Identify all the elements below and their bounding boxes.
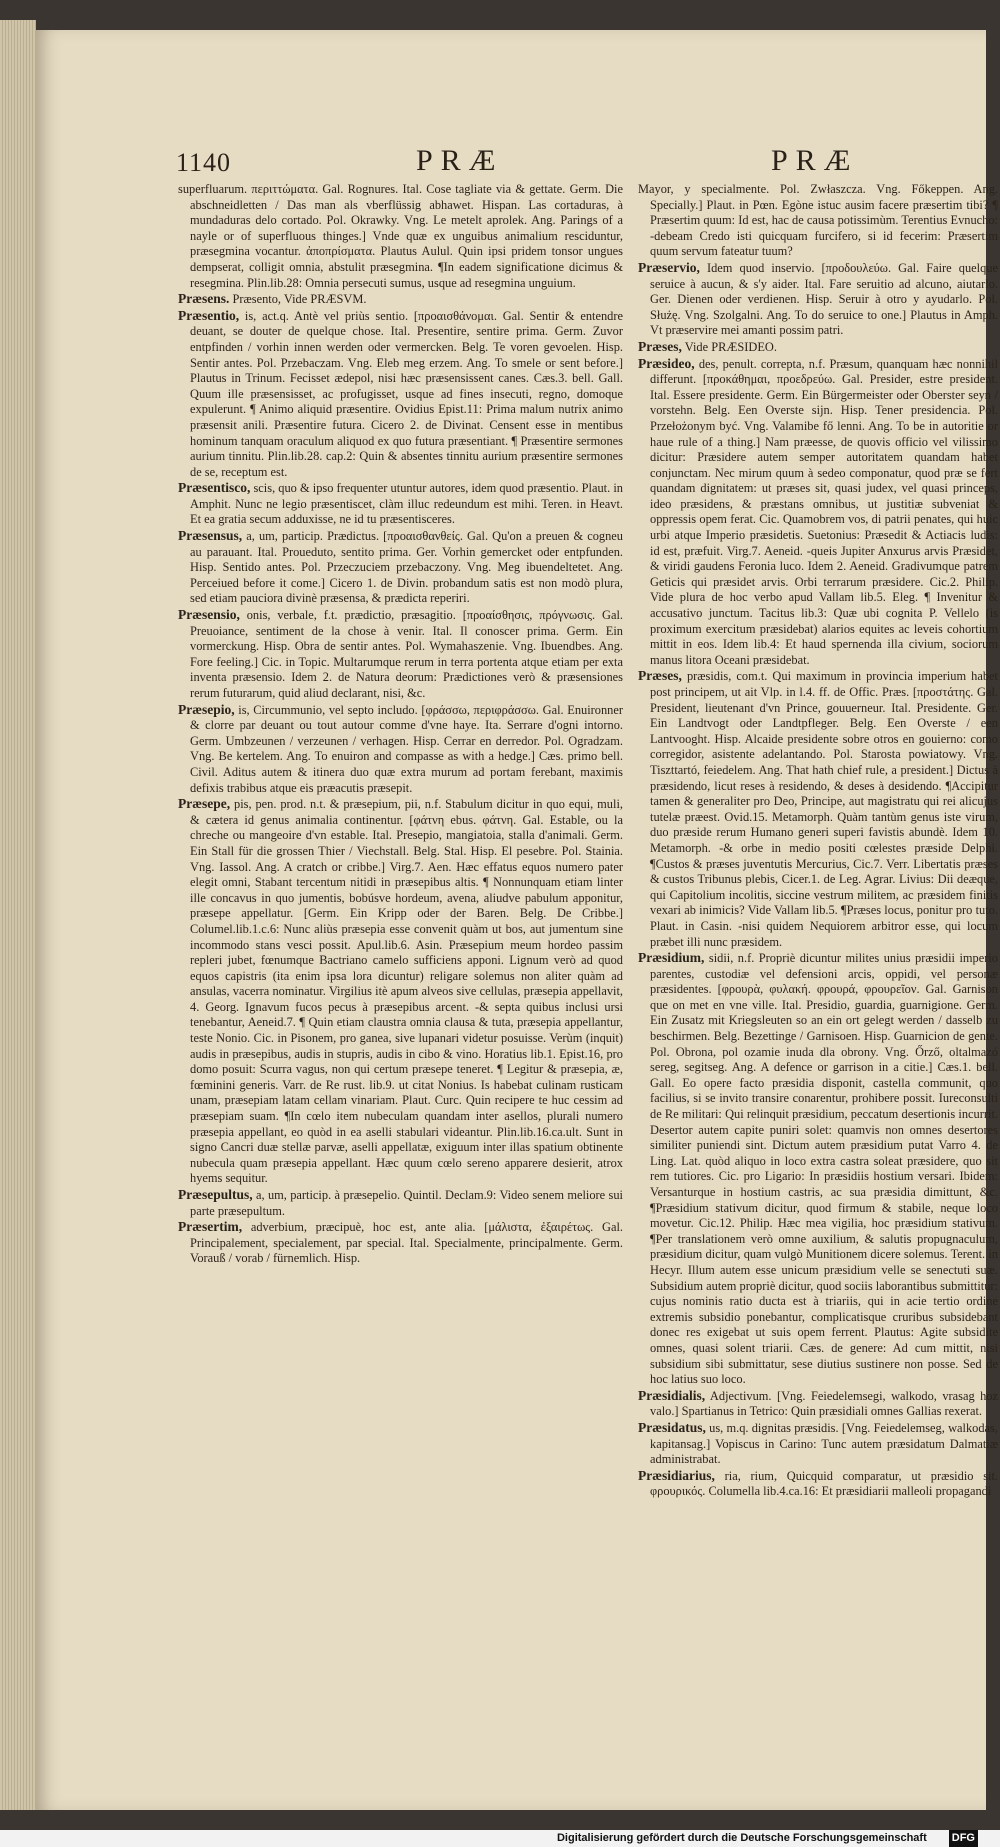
entry-text: is, act.q. Antè vel priùs sentio. [προαισθάνομαι. Gal. Sentir & entendre deuant, se douter de quelque chose. Ital. Presentire, sentire prima. Germ. Zuvor entpfinden / vorhin innen werden oder vermercken. Belg. Te voren gevoelen. Hisp. Sentir antes. Pol. Przebaczam. Vng. Eleb meg erzem. Ang. To smele or sent before.] Plautus in Trinum. Fecisset ædepol, nisi hæc præsensissent canes. Cæs.3. bell. Gall. Quum ille præsensisset, ac profugisset, usque ad fines insecuti, regno, domoque expulerunt. ¶ Animo aliquid præsentire. Ovidius Epist.11: Prima malum nutrix animo præsensit anili. Præsentire futura. Cicero 2. de Divinat. Censent esse in mentibus hominum tanquam oraculum aliquod ex quo futura præsentiant. ¶ Præsentire sermones aurium tinnitu. Plin.lib.28. cap.2: Quin & absentes tinnitu aurium præsentire sermones de se, receptum est.: [190, 308, 623, 479]
dictionary-entry: [638, 950, 998, 1388]
entry-text: onis, verbale, f.t. prædictio, præsagitio. [προαίσθησις, πρόγνωσις. Gal. Preuoiance, sentiment de la chose à venir. Ital. Il conoscer prima. Germ. Ein vormerckung. Hisp. Obra de sentir antes. Pol. Wymahaszenie. Vng. Ibuendbes. Ang. Fore feeling.] Cic. in Topic. Multarumque rerum in terra portenta atque etiam per exta inventa præsensio. Idem 2. de Natura deorum: Prædictiones verò & præsensiones rerum futurarum, quid aliud declarant, nisi, &c.: [190, 608, 623, 700]
running-head-left: PRÆ: [416, 144, 504, 177]
entry-text: Mayor, y specialmente. Pol. Zwłaszcza. Vng. Főkeppen. Ang. Specially.] Plaut. in Pœn. Egòne istuc ausim facere præsertim tibi? ¶ Præsertim quum: Id est, hac de causa potissimùm. Terentius Evnucho: -debeam Credo isti quicquam furcifero, si id fecerim: Præsertim quum servum fateatur tuum?: [638, 182, 998, 259]
left-column: [178, 182, 623, 1812]
dictionary-page: [36, 30, 998, 1810]
dictionary-entry: [638, 1420, 998, 1468]
entry-headword: Præsensio,: [178, 607, 240, 623]
entry-text: a, um, particip. Prædictus. [προαισθανθείς. Gal. Qu'on a preuen & cogneu au parauant. Ital. Proueduto, sentito prima. Ger. Vorhin gemercket oder entpfunden. Hisp. Sentido antes. Pol. Przeczuciem przebaczony. Vng. Meg ibuendeltetet. Ang. Perceiued before it come.] Cicero 1. de Divin. probandum satis est non modò plura, sed etiam pauciora divinè præsensa, & prædicta reperiri.: [190, 529, 623, 606]
entry-text: sidii, n.f. Propriè dicuntur milites unius præsidii imperio parentes, custodiæ vel defensioni arcis, oppidi, vel personæ præsidentes. [φρουρὰ, φυλακή. φρουρά, φρουρεῖον. Gal. Garnison que on met en vne ville. Ital. Presidio, guardia, guarnigione. Germ. Ein Zusatz mit Kriegsleuten so an ein ort gelegt werden / dasselb zu beschirmen. Belg. Bezettinge / Garnisoen. Hisp. Guarnicion de gente. Pol. Obrona, pol ozamie inuda dla obrony. Vng. Őrző, oltalmazó sereg, segitseg. Ang. A defence or garrison in a citie.] Cæs.1. bell. Gall. Eo opere facto præsidia disponit, castella communit, quo facilius, si se invito transire conarentur, prohibere possit. Iureconsulti de Re militari: Qui relinquit præsidium, peccatum desertionis incurrit. Desertor autem capite puniri solet: quamvis non omnes desertores similiter puniendi sint. Dictum autem præsidium putat Varro 4. de Ling. Lat. quòd aliquo in loco extra castra soleat præsidere, quo sit rem tutiores. Cic. pro Ligario: In præsidiis hostium versari. Ibidem: Versanturque in hostium castris, ac sua præsidia dimittunt, &c. ¶Præsidium stativum dicitur, quod firmum & stabile, neque loco movetur. Cic.12. Philip. Hæc mea vigilia, hoc præsidium stativum. ¶Per translationem verò omne auxilium, & salutis propugnaculum, præsidium dicitur, quam vulgò Munitionem dicere solemus. Terent. in Hecyr. Illum autem esse unicum præsidium velle se senectuti suæ. Subsidium autem propriè dicitur, quod sociis laborantibus submittitur: cujus nominis ratio ducta est à triariis, qui in acie tertio ordine extremis subsidio ponebantur, complicatisque cruribus subsidebant donec res exigebat ut suis opem ferrent. Plautus: Agite subsidite omnes, quasi solent triarii. Cæs. de genere: Ad cum mittit, nisi subsidium sibi submittatur, sese diutius sustinere non posse. Sed de hoc latius suo loco.: [650, 951, 998, 1387]
dictionary-entry: [638, 1468, 998, 1500]
dictionary-entry: [638, 260, 998, 339]
entry-headword: Præsidium,: [638, 950, 705, 966]
dictionary-entry: [638, 1388, 998, 1420]
entry-headword: Præsepe,: [178, 796, 231, 812]
digitization-footer: [0, 1830, 1000, 1847]
entry-headword: Præsentisco,: [178, 480, 251, 496]
entry-headword: Præses,: [638, 668, 682, 684]
dictionary-entry: [178, 291, 623, 308]
dictionary-entry: [178, 796, 623, 1187]
entry-text: is, Circummunio, vel septo includo. [φράσσω, περιφράσσω. Gal. Enuironner & clorre par deuant ou tout autour comme d'vne haye. Ita. Serrare d'ogni intorno. Germ. Umbzeunen / verzeunen / verhagen. Hisp. Cerrar en derredor. Pol. Ogradzam. Vng. Be kertelem. Ang. To enuiron and compasse as with a hedge.] Cæs. primo bell. Civil. Aditus autem & itinera duo quæ extra murum ad portam ferebant, maximis defixis trabibus atque eis præacutis præsepit.: [190, 702, 623, 795]
entry-text: Præsento, Vide PRÆSVM.: [232, 292, 367, 307]
entry-text: a, um, particip. à præsepelio. Quintil. Declam.9: Video senem meliore sui parte præsepultum.: [190, 1188, 623, 1218]
entry-headword: Præsensus,: [178, 528, 243, 544]
entry-headword: Præsidiarius,: [638, 1467, 715, 1483]
entry-text: des, penult. correpta, n.f. Præsum, quanquam hæc nonnihil differunt. [προκάθημαι, προεδρεύω. Gal. Presider, estre president. Ital. Essere presidente. Germ. Ein Bürgermeister oder Oberster seyn / vorstehn. Belg. Een Overste sijn. Hisp. Tener presidencia. Pol. Przełożonym być. Vng. Valamibe fő lenni. Ang. To be in autoritie or haue rule of a thing.] Nam præesse, de quovis officio vel vilissimo dicitur: Præsidere autem semper autoritatem quandam habet conjunctam. Nec mirum quum à sedeo componatur, quod præ se fert quandam dignitatem: ut præses sit, quasi judex, vel quasi princeps, ideo præsidens, & præstans omnibus, ut justitiæ subveniat & oppressis opem ferat. Cic. Quamobrem vos, di patrii penates, qui huic urbi atque Imperio præsidetis. Suetonius: Præsedit & Actiacis ludis: id est, præfuit. Virg.7. Aeneid. -queis Jupiter Anxurus arvis Præsidet, & viridi gaudens Feronia luco. Idem 2. Aeneid. Gradivumque patrem Geticis qui præsidet arvis. Orbi terrarum præsidere. Cic.2. Philip. Vide plura de hoc verbo apud Vallam lib.5. Eleg. ¶ Invenitur & accusativo junctum. Tacitus lib.3: Quæ ubi cognita P. Vellelo (is proximum exercitum præsidebat) alarios equites ac leveis cohortium mittit in eos. Idem lib.4: Et haud spernenda illa civium, sociorum manus litora Oceani præsidebat.: [650, 356, 998, 667]
dictionary-entry: [638, 668, 998, 950]
entry-headword: Præservio,: [638, 259, 700, 275]
running-head-right: PRÆ: [771, 144, 859, 177]
dfg-logo: DFG: [949, 1830, 978, 1847]
dictionary-entry: [178, 607, 623, 702]
entry-text: Adjectivum. [Vng. Feiedelemsegi, walkodo, vrasag hoz valo.] Spartianus in Tetrico: Quin præsidiali omnes Gallias rexerat.: [650, 1388, 998, 1419]
entry-headword: Præsens.: [178, 291, 230, 307]
entry-headword: Præsepultus,: [178, 1187, 253, 1202]
right-column: [638, 182, 998, 1812]
page-number: 1140: [176, 148, 232, 177]
entry-headword: Præses,: [638, 338, 682, 354]
dictionary-entry: [178, 308, 623, 481]
entry-headword: Præsertim,: [178, 1219, 243, 1235]
dictionary-entry: [638, 339, 998, 356]
dictionary-entry: [178, 480, 623, 528]
entry-text: Vide PRÆSIDEO.: [684, 339, 777, 354]
dictionary-entry: [178, 182, 623, 291]
entry-text: superfluarum. περιττώματα. Gal. Rognures. Ital. Cose tagliate via & gettate. Germ. Die abschneidletten / Das man als vberflüssig abhawet. Hispan. Las cortaduras, à mundaduras delo cortado. Pol. Okrawky. Vng. Le metelt aprolek. Ang. Parings of a nayle or of superfluous thinges.] Vnde quæ ex unguibus animalium resciduntur, præsegmina vocantur. ἀποπρίσματα. Plautus Aulul. Quin ipsi pridem tonsor ungues dempserat, colligit omnia, abstulit præsegmina. ¶In eadem significatione dicimus & resegmina. Plin.lib.28: Omnia persecuti sumus, usque ad resegmina unguium.: [178, 182, 623, 290]
dictionary-entry: [178, 1187, 623, 1219]
entry-headword: Præsidatus,: [638, 1419, 706, 1435]
dictionary-entry: [638, 356, 998, 669]
entry-headword: Præsepio,: [178, 701, 235, 717]
dictionary-entry: [178, 528, 623, 607]
dictionary-entry: [178, 1219, 623, 1267]
page-edge-stack: [0, 20, 36, 1810]
entry-headword: Præsentio,: [178, 307, 240, 323]
entry-text: scis, quo & ipso frequenter utuntur autores, idem quod præsentio. Plaut. in Amphit. Nunc ne legio præsentiscet, clàm illuc redeundum est mihi. Teren. in Heavt. Et ea gratia secum adduxisse, ne id tu præsentisceres.: [190, 481, 623, 527]
entry-text: adverbium, præcipuè, hoc est, ante alia. [μάλιστα, ἐξαιρέτως. Gal. Principalement, specialement, par special. Ital. Specialmente, principalmente. Germ. Vorauß / vorab / fürnemlich. Hisp.: [190, 1220, 623, 1266]
dictionary-entry: [178, 702, 623, 797]
entry-text: Idem quod inservio. [προδουλεύω. Gal. Faire quelque seruice à aucun, & s'y aider. Ital. Fare seruitio ad alcuno, aiutarlo. Ger. Dienen oder verdienen. Hisp. Seruir à otro y ayudarlo. Pol. Służę. Vng. Szolgalni. Ang. To do seruice to one.] Plautus in Amph. Vt præservire mei amanti possim patri.: [650, 260, 998, 338]
footer-credit: Digitalisierung gefördert durch die Deutsche Forschungsgemeinschaft: [556, 1832, 927, 1844]
entry-text: pis, pen. prod. n.t. & præsepium, pii, n.f. Stabulum dicitur in quo equi, muli, & cætera id genus animalia continentur. [φάτνη ebus. φάτνη. Gal. Estable, ou la chreche ou mangeoire d'vn estable. Ital. Presepio, mangiatoia, stalla d'animali. Germ. Ein Stall für die grossen Thier / Viechstall. Belg. Stal. Hisp. El pesebre. Pol. Stainia. Vng. Iassol. Ang. A cratch or cribbe.] Virg.7. Aen. Hæc effatus equos numero pater elegit omni, Stabant tercentum nitidi in præsepibus altis. ¶ Nonnunquam etiam linter ille concavus in quo jumentis, bobúsve hordeum, avena, aliudve pabulum apponitur, præsepe appellatur. [Germ. Ein Kripp oder der Baren. Belg. De Cribbe.] Columel.lib.1.c.6: Nunc aliùs præsepia esse convenit quàm ut bos, aut jumentum sine incommodo stans vesci possit. Apul.lib.6. Asin. Præsepium meum hordeo passim repleri jubet, fœnumque Bactriano camelo sufficiens apponi. Lignum verò ad quod equos capistris (ita enim ipsa lora dicuntur) religare solemus non aliter quàm ad ansulas, vacerra nominatur. Virgilius itè apum alveos sive cellulas, præsepia appellavit, 4. Georg. Ignavum fucos pecus à præsepibus arcent. -& septa quibus inclusi ursi tenebantur, Aeneid.7. ¶ Quin etiam claustra omnia clausa & tuta, præsepia appellantur, teste Nonio. Cic. in Pisonem, pro ganea, sive lupanari videtur posuisse. Verùm (inquit) audis in præsepibus, audis in stupris, audis in cibo & vino. Horatius lib.1. Epist.16, pro domo posuit: Scurra vagus, non qui certum præsepe teneret. ¶ Legitur & præsepia, æ, fœminini generis. Varr. de Re rust. lib.9. ut citat Nonius. Is habebat culinam rusticam unam, præsepiam latam cellam vinariam. Plaut. Curc. Quin recipere te huc cessim ad præsepiam suam. ¶In cœlo item nubeculam quandam inter asellos, plurali numero præsepia appellant, eo quòd in ea aselli stabulari videantur. Plin.lib.16.ca.ult. Sunt in signo Cancri duæ stellæ parvæ, aselli appellatæ, exiguum inter illas spatium obtinente nubecula quam præsepia appellant. Hæc quum cœlo sereno apparere desierit, atrox hyems sequitur.: [190, 797, 623, 1186]
entry-text: præsidis, com.t. Qui maximum in provincia imperium habet post principem, ut ait Vlp. in l.4. ff. de Offic. Præs. [προστάτης. Gal. President, lieutenant d'vn Prince, gouuerneur. Ital. Presidente. Ger. Ein Landtvogt oder Landtpfleger. Belg. Een Overste / een Lantvooght. Hisp. Alcaide presidente sobre otros en gouierno: como corregidor, asistente adelantando. Pol. Starosta powiatowy. Vng. Tiszttartó, feiedelem. Ang. That hath chief rule, a president.] Dictus à præsidendo, licut reses à residendo, & deses à desidendo. ¶Accipitur tamen & generaliter pro Deo, Principe, aut magistratu qui rei alicujus tutelæ præest. Ovid.15. Metamorph. Quàm tantùm genus iste virum, duo præside rerum Humano generi superi favistis abundè. Idem 10. Metamorph. -& orbe in medio positi cœlestes præside Delphi. ¶Custos & præses juventutis Mercurius, Cic.7. Verr. Libertatis præses & custos Tribunus plebis, Cicer.1. de Leg. Agrar. Livius: Dii deæque, qui Capitolium incolitis, siccine vestrum militem, ac præsidem finitis vexari ab inimicis? Vide Vallam lib.5. ¶Præses locus, ponitur pro tuto. Plaut. in Casin. -nisi quidem Nequiorem arbitror esse, qui locum præbet illi nunc præsidem.: [650, 669, 998, 949]
entry-headword: Præsidialis,: [638, 1387, 706, 1403]
entry-headword: Præsideo,: [638, 355, 695, 371]
entry-text: ria, rium, Quicquid comparatur, ut præsidio sit. φρουρικός. Columella lib.4.ca.16: Et præsidiarii malleoli propagandi: [650, 1468, 998, 1499]
entry-text: us, m.q. dignitas præsidis. [Vng. Feiedelemseg, walkodas, kapitansag.] Vopiscus in Carino: Tunc autem præsidatum Dalmatiæ administrabat.: [650, 1420, 998, 1467]
dictionary-entry: [638, 182, 998, 260]
